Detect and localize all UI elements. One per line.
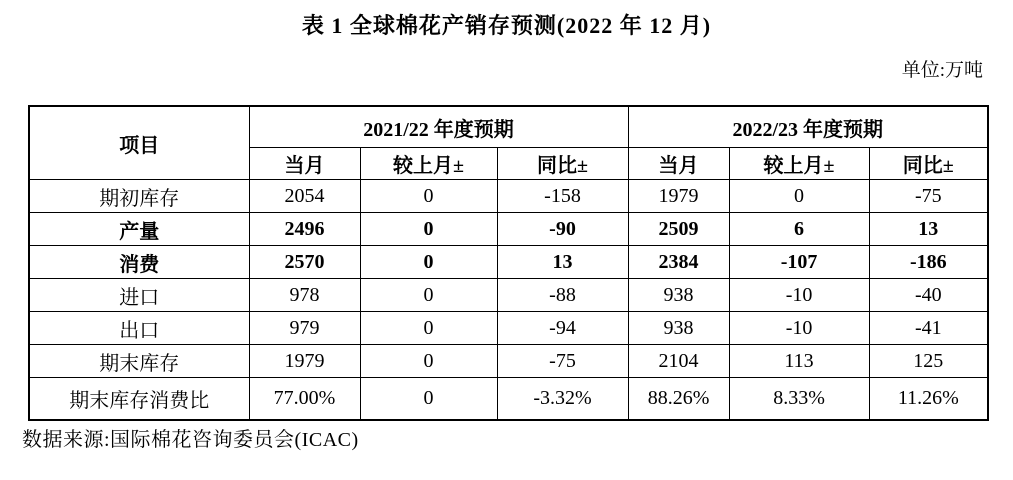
- row-label: 进口: [29, 279, 249, 312]
- table-cell: 0: [360, 279, 497, 312]
- table-cell: -90: [497, 213, 628, 246]
- table-cell: 0: [360, 213, 497, 246]
- col-group-2022-23: 2022/23 年度预期: [628, 106, 988, 148]
- table-cell: -158: [497, 180, 628, 213]
- table-cell: -186: [869, 246, 988, 279]
- table-cell: -10: [729, 279, 869, 312]
- row-label: 产量: [29, 213, 249, 246]
- table-cell: 0: [729, 180, 869, 213]
- col-header-current-month-1: 当月: [249, 148, 360, 180]
- table-cell: -41: [869, 312, 988, 345]
- unit-label: 单位:万吨: [901, 60, 983, 81]
- table-cell: -3.32%: [497, 378, 628, 421]
- table-cell: 2054: [249, 180, 360, 213]
- col-header-yoy-2: 同比±: [869, 148, 988, 180]
- table-row-stocks-to-use-ratio: [29, 378, 988, 421]
- table-cell: 978: [249, 279, 360, 312]
- table-cell: 0: [360, 312, 497, 345]
- table-row-beginning-stocks: [29, 180, 988, 213]
- header-row-groups: [29, 106, 988, 148]
- table-cell: 77.00%: [249, 378, 360, 421]
- table-cell: 125: [869, 345, 988, 378]
- table-cell: -88: [497, 279, 628, 312]
- table-cell: 88.26%: [628, 378, 729, 421]
- table-cell: 979: [249, 312, 360, 345]
- col-group-2021-22: 2021/22 年度预期: [249, 106, 628, 148]
- table-cell: 1979: [628, 180, 729, 213]
- row-label: 期末库存消费比: [29, 378, 249, 421]
- cotton-forecast-table: [28, 105, 989, 421]
- table-cell: 2570: [249, 246, 360, 279]
- table-cell: 0: [360, 345, 497, 378]
- row-label: 消费: [29, 246, 249, 279]
- table-cell: -94: [497, 312, 628, 345]
- table-row-exports: [29, 312, 988, 345]
- col-header-vs-last-month-1: 较上月±: [360, 148, 497, 180]
- table-cell: 13: [497, 246, 628, 279]
- table-cell: 1979: [249, 345, 360, 378]
- table-cell: 11.26%: [869, 378, 988, 421]
- table-cell: 6: [729, 213, 869, 246]
- col-header-vs-last-month-2: 较上月±: [729, 148, 869, 180]
- table-cell: 0: [360, 180, 497, 213]
- table-cell: 2384: [628, 246, 729, 279]
- col-header-current-month-2: 当月: [628, 148, 729, 180]
- table-row-consumption: [29, 246, 988, 279]
- table-cell: 938: [628, 312, 729, 345]
- table-title: 表 1 全球棉花产销存预测(2022 年 12 月): [301, 13, 712, 38]
- col-header-yoy-1: 同比±: [497, 148, 628, 180]
- table-cell: 0: [360, 246, 497, 279]
- data-source: 数据来源:国际棉花咨询委员会(ICAC): [22, 429, 359, 451]
- table-row-production: [29, 213, 988, 246]
- table-cell: -75: [869, 180, 988, 213]
- table-cell: 938: [628, 279, 729, 312]
- table-cell: 2496: [249, 213, 360, 246]
- row-label: 出口: [29, 312, 249, 345]
- table-cell: 113: [729, 345, 869, 378]
- table-cell: 2104: [628, 345, 729, 378]
- table-cell: -40: [869, 279, 988, 312]
- table-row-imports: [29, 279, 988, 312]
- table-cell: 8.33%: [729, 378, 869, 421]
- table-cell: 13: [869, 213, 988, 246]
- table-cell: 0: [360, 378, 497, 421]
- table-cell: -10: [729, 312, 869, 345]
- row-label: 期初库存: [29, 180, 249, 213]
- table-row-ending-stocks: [29, 345, 988, 378]
- table-cell: -75: [497, 345, 628, 378]
- table-cell: -107: [729, 246, 869, 279]
- row-label: 期末库存: [29, 345, 249, 378]
- table-cell: 2509: [628, 213, 729, 246]
- col-header-item: 项目: [29, 106, 249, 180]
